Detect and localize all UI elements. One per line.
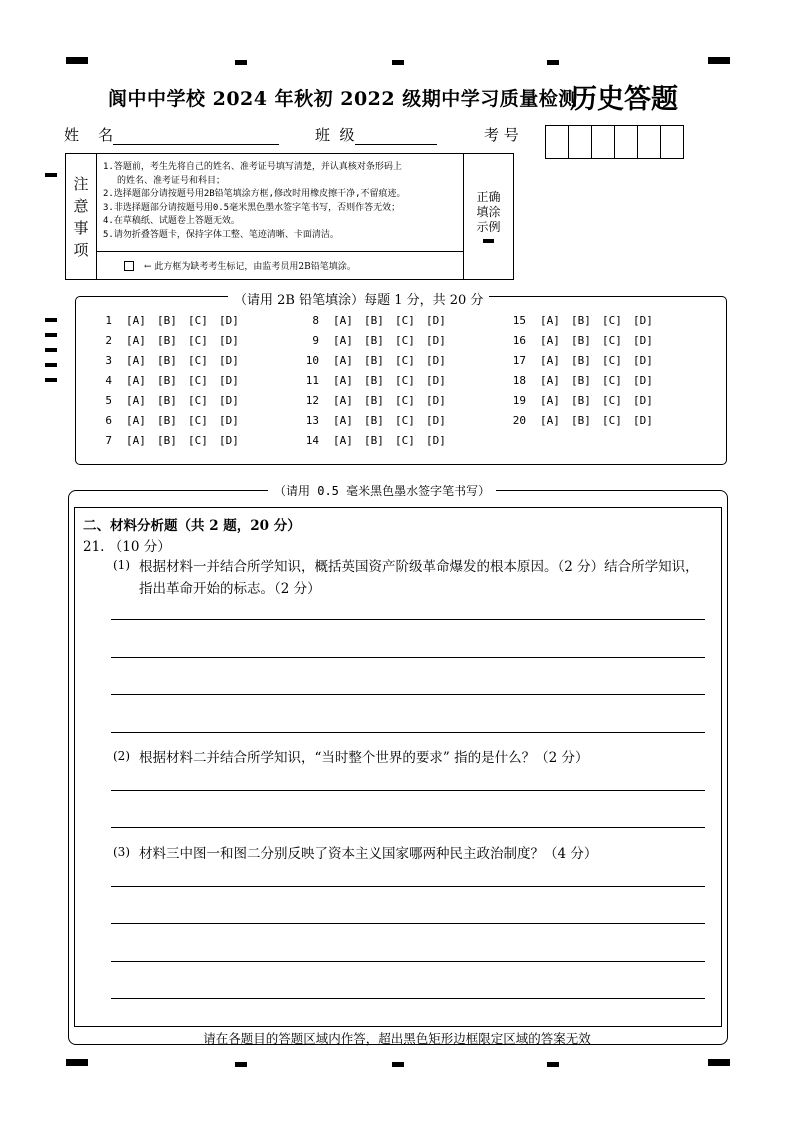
mc-option-bubble[interactable]: [C] — [395, 334, 415, 347]
mc-option-bubble[interactable]: [A] — [540, 354, 560, 367]
mc-question-number: 15 — [512, 314, 526, 327]
mc-option-bubble[interactable]: [D] — [633, 314, 653, 327]
mc-option-bubble[interactable]: [C] — [602, 314, 622, 327]
mc-option-bubble[interactable]: [D] — [219, 354, 239, 367]
mc-option-bubble[interactable]: [D] — [426, 434, 446, 447]
section-title: 二、材料分析题（共 2 题，20 分） — [83, 518, 301, 534]
mc-question-row — [90, 374, 250, 387]
notice-items — [103, 161, 463, 242]
answer-line[interactable] — [111, 732, 705, 733]
answer-line[interactable] — [111, 998, 705, 999]
mc-question-number: 7 — [105, 434, 112, 447]
sub-question-3-text: 材料三中图一和图二分别反映了资本主义国家哪两种民主政治制度？（4 分） — [139, 846, 598, 862]
answer-line[interactable] — [111, 886, 705, 887]
notice-item: 5.请勿折叠答题卡，保持字体工整、笔迹清晰、卡面清洁。 — [103, 229, 339, 240]
mc-option-bubble[interactable]: [A] — [333, 434, 353, 447]
name-label: 姓 名 — [64, 126, 114, 144]
mc-question-row — [297, 354, 457, 367]
notice-item: 2.选择题部分请按题号用2B铅笔填涂方框,修改时用橡皮擦干净,不留痕迹。 — [103, 189, 406, 199]
mc-question-row — [90, 434, 250, 447]
mc-option-bubble[interactable]: [B] — [157, 374, 177, 387]
mc-option-bubble[interactable]: [B] — [364, 354, 384, 367]
mc-option-bubble[interactable]: [B] — [157, 434, 177, 447]
mc-option-bubble[interactable]: [C] — [188, 314, 208, 327]
sub-question-1-text-cont: 指出革命开始的标志。（2 分） — [139, 581, 321, 597]
mc-option-bubble[interactable]: [B] — [364, 374, 384, 387]
mc-option-bubble[interactable]: [A] — [126, 354, 146, 367]
mc-option-bubble[interactable]: [C] — [602, 414, 622, 427]
mc-question-row — [90, 414, 250, 427]
mc-option-bubble[interactable]: [C] — [602, 354, 622, 367]
filled-mark-example — [483, 239, 494, 243]
mc-option-bubble[interactable]: [B] — [571, 314, 591, 327]
mc-question-number: 14 — [305, 434, 319, 447]
mc-option-bubble[interactable]: [A] — [540, 414, 560, 427]
mc-option-bubble[interactable]: [D] — [426, 354, 446, 367]
mc-question-row — [90, 314, 250, 327]
answer-line[interactable] — [111, 619, 705, 620]
answer-line[interactable] — [111, 694, 705, 695]
registration-mark — [235, 60, 247, 65]
mc-option-bubble[interactable]: [C] — [395, 394, 415, 407]
notice-item: 4.在草稿纸、试题卷上答题无效。 — [103, 216, 240, 226]
mc-option-bubble[interactable]: [A] — [333, 314, 353, 327]
notice-box — [65, 153, 514, 280]
mc-option-bubble[interactable]: [A] — [126, 434, 146, 447]
notice-item: 1.答题前，考生先将自己的姓名、准考证号填写清楚，并认真核对条形码上 — [103, 162, 402, 172]
notice-item: 3.非选择题部分请按题号用0.5毫米黑色墨水签字笔书写，否则作答无效； — [103, 202, 401, 213]
mc-question-number: 3 — [105, 354, 112, 367]
side-mark — [45, 173, 57, 177]
registration-mark — [66, 57, 88, 64]
mc-option-bubble[interactable]: [C] — [188, 334, 208, 347]
mc-option-bubble[interactable]: [C] — [602, 374, 622, 387]
exam-no-boxes[interactable] — [545, 125, 684, 159]
mc-option-bubble[interactable]: [C] — [188, 434, 208, 447]
side-mark — [45, 378, 57, 382]
side-mark — [45, 333, 57, 337]
mc-option-bubble[interactable]: [A] — [126, 374, 146, 387]
question-21-heading: 21. （10 分） — [83, 539, 171, 555]
notice-item: 的姓名、准考证号和科目； — [117, 175, 226, 186]
mc-question-row — [504, 334, 664, 347]
mc-option-bubble[interactable]: [D] — [219, 434, 239, 447]
mc-option-bubble[interactable]: [D] — [219, 314, 239, 327]
sub-question-number: (3) — [113, 845, 130, 859]
registration-mark — [708, 57, 730, 64]
mc-option-bubble[interactable]: [A] — [540, 394, 560, 407]
mc-option-bubble[interactable]: [C] — [602, 334, 622, 347]
mc-option-bubble[interactable]: [B] — [571, 334, 591, 347]
registration-mark — [66, 1059, 88, 1066]
mc-question-row — [297, 314, 457, 327]
mc-option-bubble[interactable]: [A] — [540, 334, 560, 347]
mc-option-bubble[interactable]: [B] — [157, 414, 177, 427]
mc-option-bubble[interactable]: [B] — [364, 394, 384, 407]
mc-question-number: 6 — [105, 414, 112, 427]
mc-option-bubble[interactable]: [C] — [188, 354, 208, 367]
side-mark — [45, 348, 57, 352]
mc-option-bubble[interactable]: [B] — [364, 314, 384, 327]
name-input[interactable] — [113, 129, 279, 145]
mc-option-bubble[interactable]: [D] — [633, 414, 653, 427]
registration-mark — [547, 1062, 559, 1067]
mc-option-bubble[interactable]: [D] — [633, 354, 653, 367]
mc-option-bubble[interactable]: [B] — [571, 354, 591, 367]
mc-option-bubble[interactable]: [C] — [395, 414, 415, 427]
mc-question-number: 1 — [105, 314, 112, 327]
sub-question-number: (1) — [113, 558, 130, 572]
answer-line[interactable] — [111, 657, 705, 658]
mc-option-bubble[interactable]: [A] — [126, 334, 146, 347]
mc-question-number: 9 — [312, 334, 319, 347]
mc-option-bubble[interactable]: [D] — [219, 414, 239, 427]
mc-option-bubble[interactable]: [B] — [157, 354, 177, 367]
mc-option-bubble[interactable]: [A] — [333, 354, 353, 367]
mc-question-number: 16 — [512, 334, 526, 347]
mc-question-row — [504, 414, 664, 427]
mc-option-bubble[interactable]: [A] — [333, 394, 353, 407]
mc-option-bubble[interactable]: [C] — [602, 394, 622, 407]
mc-option-bubble[interactable]: [D] — [426, 394, 446, 407]
class-field[interactable] — [315, 124, 437, 145]
mc-option-bubble[interactable]: [B] — [364, 334, 384, 347]
mc-question-number: 4 — [105, 374, 112, 387]
mc-option-bubble[interactable]: [A] — [126, 414, 146, 427]
mc-option-bubble[interactable]: [B] — [157, 334, 177, 347]
mc-option-bubble[interactable]: [B] — [157, 394, 177, 407]
mc-option-bubble[interactable]: [D] — [219, 334, 239, 347]
mc-option-bubble[interactable]: [B] — [364, 434, 384, 447]
footer-note: 请在各题目的答题区域内作答，超出黑色矩形边框限定区域的答案无效 — [203, 1031, 591, 1046]
sub-question-2-text: 根据材料二并结合所学知识，“当时整个世界的要求” 指的是什么？（2 分） — [139, 750, 589, 766]
mc-option-bubble[interactable]: [B] — [571, 414, 591, 427]
answer-line[interactable] — [111, 827, 705, 828]
mc-option-bubble[interactable]: [C] — [395, 314, 415, 327]
name-field[interactable] — [64, 124, 279, 145]
answer-line[interactable] — [111, 790, 705, 791]
mc-question-row — [504, 374, 664, 387]
answer-line[interactable] — [111, 961, 705, 962]
mc-question-row — [90, 394, 250, 407]
mc-option-bubble[interactable]: [D] — [633, 394, 653, 407]
absent-mark-row — [96, 251, 464, 279]
mc-option-bubble[interactable]: [A] — [126, 394, 146, 407]
fill-example: 正确 填涂 示例 — [463, 154, 513, 279]
page-title: 阆中中学校 2024 年秋初 2022 级期中学习质量检测 — [108, 88, 578, 110]
mc-option-bubble[interactable]: [B] — [364, 414, 384, 427]
mc-question-number: 17 — [512, 354, 526, 367]
mc-option-bubble[interactable]: [C] — [188, 414, 208, 427]
registration-mark — [235, 1062, 247, 1067]
mc-option-bubble[interactable]: [C] — [395, 374, 415, 387]
mc-option-bubble[interactable]: [C] — [395, 434, 415, 447]
mc-question-row — [504, 314, 664, 327]
mc-question-number: 18 — [512, 374, 526, 387]
mc-question-row — [90, 354, 250, 367]
mc-question-row — [297, 334, 457, 347]
exam-no-label: 考 号 — [484, 126, 519, 144]
mc-question-number: 12 — [305, 394, 319, 407]
mc-question-number: 11 — [305, 374, 319, 387]
mc-question-row — [297, 434, 457, 447]
absent-text: ← 此方框为缺考考生标记，由监考员用2B铅笔填涂。 — [144, 262, 356, 272]
mc-question-number: 5 — [105, 394, 112, 407]
sub-question-1-text: 根据材料一并结合所学知识，概括英国资产阶级革命爆发的根本原因。（2 分）结合所学知识， — [139, 559, 699, 575]
mc-option-bubble[interactable]: [A] — [333, 374, 353, 387]
mc-option-bubble[interactable]: [D] — [219, 374, 239, 387]
mc-question-number: 13 — [305, 414, 319, 427]
mc-question-number: 19 — [512, 394, 526, 407]
class-label: 班 级 — [315, 126, 355, 144]
side-mark — [45, 318, 57, 322]
registration-mark — [392, 1062, 404, 1067]
mc-option-bubble[interactable]: [C] — [188, 374, 208, 387]
mc-option-bubble[interactable]: [D] — [633, 334, 653, 347]
mc-option-bubble[interactable]: [A] — [540, 374, 560, 387]
mc-option-bubble[interactable]: [D] — [633, 374, 653, 387]
mc-option-bubble[interactable]: [C] — [395, 354, 415, 367]
subject-title: 历史答题 — [570, 84, 678, 115]
class-input[interactable] — [355, 129, 437, 145]
mc-option-bubble[interactable]: [B] — [157, 314, 177, 327]
multiple-choice-heading: （请用 2B 铅笔填涂）每题 1 分，共 20 分 — [228, 289, 489, 308]
registration-mark — [547, 60, 559, 65]
mc-option-bubble[interactable]: [A] — [540, 314, 560, 327]
mc-question-row — [297, 394, 457, 407]
mc-question-number: 8 — [312, 314, 319, 327]
absent-checkbox[interactable] — [124, 261, 134, 271]
mc-option-bubble[interactable]: [C] — [188, 394, 208, 407]
registration-mark — [708, 1059, 730, 1066]
mc-option-bubble[interactable]: [A] — [333, 414, 353, 427]
section-instruction: （请用 0.5 毫米黑色墨水签字笔书写） — [268, 482, 496, 499]
mc-option-bubble[interactable]: [D] — [426, 334, 446, 347]
mc-option-bubble[interactable]: [B] — [571, 394, 591, 407]
mc-question-number: 2 — [105, 334, 112, 347]
notice-label: 注 意 事 项 — [66, 154, 97, 279]
registration-mark — [392, 60, 404, 65]
answer-line[interactable] — [111, 923, 705, 924]
mc-question-row — [504, 394, 664, 407]
mc-question-number: 10 — [305, 354, 319, 367]
mc-question-number: 20 — [512, 414, 526, 427]
mc-option-bubble[interactable]: [A] — [126, 314, 146, 327]
mc-option-bubble[interactable]: [D] — [426, 314, 446, 327]
mc-question-row — [504, 354, 664, 367]
mc-option-bubble[interactable]: [D] — [219, 394, 239, 407]
mc-option-bubble[interactable]: [D] — [426, 414, 446, 427]
mc-question-row — [90, 334, 250, 347]
mc-question-row — [297, 374, 457, 387]
mc-option-bubble[interactable]: [B] — [571, 374, 591, 387]
sub-question-number: (2) — [113, 749, 130, 763]
mc-question-row — [297, 414, 457, 427]
side-mark — [45, 363, 57, 367]
mc-option-bubble[interactable]: [D] — [426, 374, 446, 387]
mc-option-bubble[interactable]: [A] — [333, 334, 353, 347]
